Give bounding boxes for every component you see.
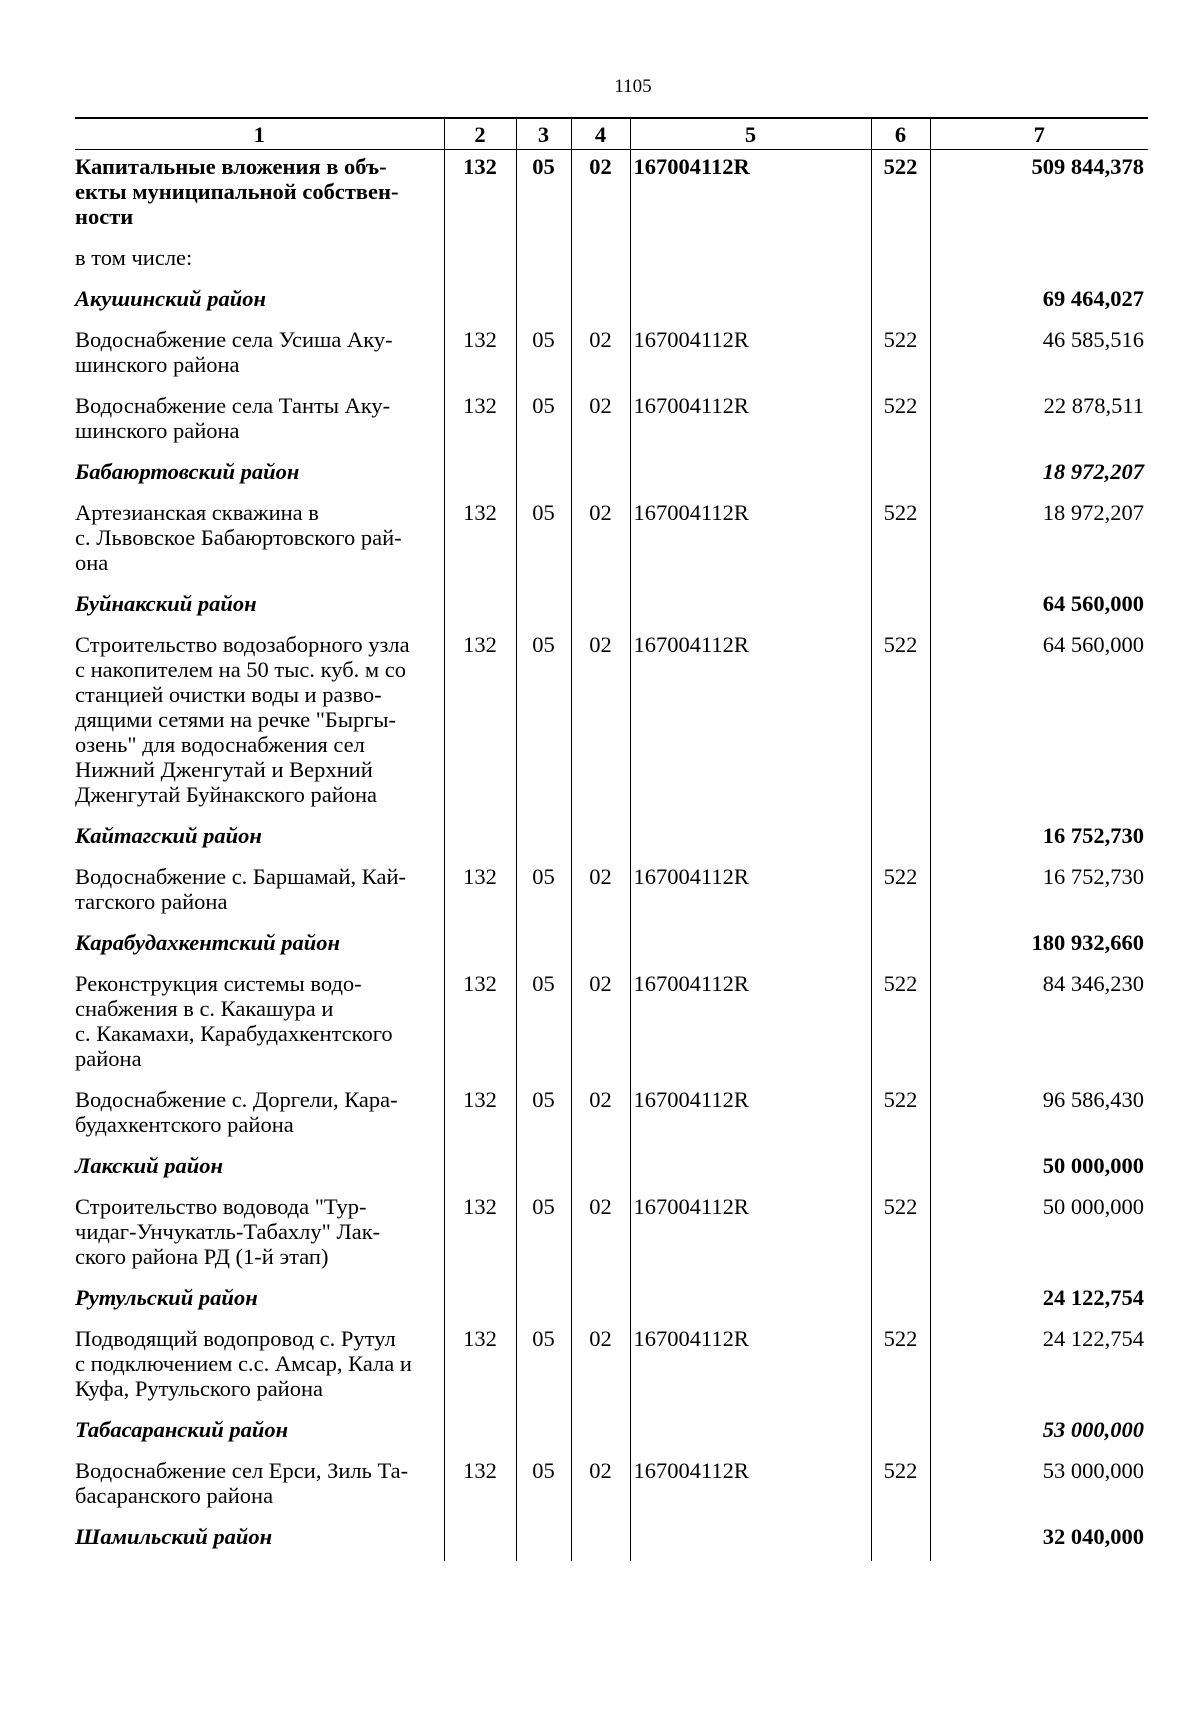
row-code-2: [444, 1413, 516, 1454]
row-amount: 53 000,000: [930, 1413, 1148, 1454]
note-row: [75, 241, 1148, 282]
row-amount: 64 560,000: [930, 587, 1148, 628]
row-code-5: 167004112R: [630, 150, 871, 242]
row-code-3: [516, 282, 571, 323]
row-code-4: [571, 819, 630, 860]
row-code-3: 05: [516, 1322, 571, 1413]
row-code-5: 167004112R: [630, 389, 871, 455]
row-code-6: 522: [871, 323, 930, 389]
table-row: [75, 967, 1148, 1083]
row-name: Рутульский район: [75, 1281, 444, 1322]
row-code-5: [630, 926, 871, 967]
row-code-6: 522: [871, 1454, 930, 1520]
table-row: [75, 389, 1148, 455]
row-code-6: [871, 282, 930, 323]
row-code-2: [444, 587, 516, 628]
row-code-3: 05: [516, 323, 571, 389]
row-code-3: 05: [516, 967, 571, 1083]
district-row: [75, 926, 1148, 967]
row-name: Капитальные вложения в объ- екты муниципальной собствен- ности: [75, 150, 444, 242]
row-amount: 64 560,000: [930, 628, 1148, 819]
row-code-2: 132: [444, 1322, 516, 1413]
row-amount: 18 972,207: [930, 455, 1148, 496]
row-name: Бабаюртовский район: [75, 455, 444, 496]
column-header-7: 7: [930, 118, 1148, 150]
row-code-2: 132: [444, 1083, 516, 1149]
row-code-5: 167004112R: [630, 323, 871, 389]
row-amount: 84 346,230: [930, 967, 1148, 1083]
row-code-5: [630, 241, 871, 282]
row-code-6: [871, 926, 930, 967]
row-amount: 180 932,660: [930, 926, 1148, 967]
row-amount: 24 122,754: [930, 1281, 1148, 1322]
row-code-4: 02: [571, 496, 630, 587]
row-code-3: 05: [516, 1454, 571, 1520]
row-code-6: 522: [871, 1083, 930, 1149]
row-code-4: 02: [571, 323, 630, 389]
row-code-6: [871, 587, 930, 628]
row-amount: 69 464,027: [930, 282, 1148, 323]
row-code-5: [630, 1520, 871, 1561]
row-name: Водоснабжение с. Доргели, Кара- будахкентского района: [75, 1083, 444, 1149]
row-name: Артезианская скважина в с. Львовское Бабаюртовского рай- она: [75, 496, 444, 587]
row-name: Реконструкция системы водо- снабжения в с. Какашура и с. Какамахи, Карабудахкентского района: [75, 967, 444, 1083]
row-code-4: 02: [571, 860, 630, 926]
row-amount: 509 844,378: [930, 150, 1148, 242]
row-code-5: [630, 1149, 871, 1190]
row-code-3: [516, 1520, 571, 1561]
row-name: Табасаранский район: [75, 1413, 444, 1454]
row-code-4: 02: [571, 1083, 630, 1149]
row-code-2: 132: [444, 150, 516, 242]
district-row: [75, 819, 1148, 860]
row-code-2: [444, 282, 516, 323]
row-name: в том числе:: [75, 241, 444, 282]
row-code-2: [444, 1281, 516, 1322]
row-name: Строительство водовода "Тур- чидаг-Унчукатль-Табахлу" Лак- ского района РД (1-й этап): [75, 1190, 444, 1281]
row-code-4: 02: [571, 1454, 630, 1520]
row-code-6: [871, 1413, 930, 1454]
row-code-5: 167004112R: [630, 967, 871, 1083]
row-code-5: 167004112R: [630, 1454, 871, 1520]
row-amount: 32 040,000: [930, 1520, 1148, 1561]
district-row: [75, 1520, 1148, 1561]
row-name: Водоснабжение села Усиша Аку- шинского района: [75, 323, 444, 389]
row-code-4: 02: [571, 1190, 630, 1281]
district-row: [75, 1149, 1148, 1190]
header-row: [75, 118, 1148, 150]
row-code-5: 167004112R: [630, 1083, 871, 1149]
row-amount: 24 122,754: [930, 1322, 1148, 1413]
row-code-6: 522: [871, 150, 930, 242]
row-code-2: [444, 819, 516, 860]
row-code-6: 522: [871, 967, 930, 1083]
row-code-5: [630, 1413, 871, 1454]
row-code-5: 167004112R: [630, 1322, 871, 1413]
row-code-5: [630, 819, 871, 860]
table-header: [75, 118, 1148, 150]
row-code-5: 167004112R: [630, 860, 871, 926]
row-code-6: 522: [871, 1190, 930, 1281]
row-name: Акушинский район: [75, 282, 444, 323]
budget-table: [75, 117, 1148, 1561]
row-code-6: 522: [871, 389, 930, 455]
column-header-2: 2: [444, 118, 516, 150]
column-header-4: 4: [571, 118, 630, 150]
district-row: [75, 587, 1148, 628]
row-code-4: [571, 1413, 630, 1454]
row-code-4: [571, 1281, 630, 1322]
row-amount: 53 000,000: [930, 1454, 1148, 1520]
row-code-5: [630, 1281, 871, 1322]
table-row: [75, 1190, 1148, 1281]
column-header-5: 5: [630, 118, 871, 150]
row-code-2: 132: [444, 1190, 516, 1281]
row-code-6: [871, 1281, 930, 1322]
column-header-6: 6: [871, 118, 930, 150]
row-name: Водоснабжение сел Ерси, Зиль Та- басаранского района: [75, 1454, 444, 1520]
district-row: [75, 455, 1148, 496]
column-header-3: 3: [516, 118, 571, 150]
row-code-3: [516, 819, 571, 860]
row-amount: 50 000,000: [930, 1190, 1148, 1281]
row-code-5: 167004112R: [630, 1190, 871, 1281]
row-code-4: 02: [571, 628, 630, 819]
row-code-2: 132: [444, 967, 516, 1083]
row-code-3: [516, 926, 571, 967]
row-code-3: [516, 455, 571, 496]
row-code-3: 05: [516, 628, 571, 819]
row-code-2: 132: [444, 860, 516, 926]
row-code-2: [444, 1520, 516, 1561]
table-row: [75, 1083, 1148, 1149]
table-row: [75, 323, 1148, 389]
row-code-4: [571, 926, 630, 967]
row-code-6: [871, 241, 930, 282]
row-code-2: [444, 241, 516, 282]
page-number: 1105: [614, 76, 652, 97]
row-code-3: 05: [516, 860, 571, 926]
row-code-4: [571, 455, 630, 496]
row-amount: 18 972,207: [930, 496, 1148, 587]
row-name: Карабудахкентский район: [75, 926, 444, 967]
row-amount: 16 752,730: [930, 860, 1148, 926]
row-amount: 46 585,516: [930, 323, 1148, 389]
row-amount: 96 586,430: [930, 1083, 1148, 1149]
row-name: Водоснабжение с. Баршамай, Кай- тагского района: [75, 860, 444, 926]
row-code-4: [571, 587, 630, 628]
row-code-2: 132: [444, 323, 516, 389]
row-code-6: [871, 1149, 930, 1190]
row-name: Буйнакский район: [75, 587, 444, 628]
row-code-4: 02: [571, 150, 630, 242]
row-code-6: 522: [871, 628, 930, 819]
row-code-3: [516, 241, 571, 282]
row-code-2: 132: [444, 628, 516, 819]
district-row: [75, 1413, 1148, 1454]
row-code-4: 02: [571, 1322, 630, 1413]
row-code-5: [630, 282, 871, 323]
row-code-4: [571, 282, 630, 323]
row-code-2: [444, 1149, 516, 1190]
row-code-6: [871, 1520, 930, 1561]
table-row: [75, 860, 1148, 926]
table-row: [75, 1454, 1148, 1520]
row-code-4: 02: [571, 389, 630, 455]
row-amount: 50 000,000: [930, 1149, 1148, 1190]
row-amount: 16 752,730: [930, 819, 1148, 860]
table-row: [75, 496, 1148, 587]
row-code-6: 522: [871, 860, 930, 926]
table-body: [75, 150, 1148, 1562]
row-code-3: [516, 587, 571, 628]
row-name: Подводящий водопровод с. Рутул с подключением с.с. Амсар, Кала и Куфа, Рутульского района: [75, 1322, 444, 1413]
row-code-6: [871, 819, 930, 860]
row-name: Строительство водозаборного узла с накопителем на 50 тыс. куб. м со станцией очистки воды и разво- дящими сетями на речке "Быргы- озень" для водоснабжения сел Нижний Дженгутай и Верхний Дженгутай Буйнакского района: [75, 628, 444, 819]
row-code-3: 05: [516, 496, 571, 587]
column-header-1: 1: [75, 118, 444, 150]
row-code-6: 522: [871, 1322, 930, 1413]
table-row: [75, 1322, 1148, 1413]
row-code-3: 05: [516, 1083, 571, 1149]
row-amount: [930, 241, 1148, 282]
row-name: Кайтагский район: [75, 819, 444, 860]
row-code-6: [871, 455, 930, 496]
row-code-3: [516, 1413, 571, 1454]
row-code-2: 132: [444, 1454, 516, 1520]
row-code-4: [571, 241, 630, 282]
table-row: [75, 150, 1148, 242]
row-code-2: [444, 455, 516, 496]
district-row: [75, 1281, 1148, 1322]
row-code-5: 167004112R: [630, 628, 871, 819]
row-code-2: 132: [444, 389, 516, 455]
row-code-5: [630, 587, 871, 628]
district-row: [75, 282, 1148, 323]
row-code-5: [630, 455, 871, 496]
row-amount: 22 878,511: [930, 389, 1148, 455]
row-code-4: 02: [571, 967, 630, 1083]
row-code-2: 132: [444, 496, 516, 587]
row-code-5: 167004112R: [630, 496, 871, 587]
row-name: Лакский район: [75, 1149, 444, 1190]
row-name: Шамильский район: [75, 1520, 444, 1561]
row-code-3: 05: [516, 389, 571, 455]
row-code-3: 05: [516, 150, 571, 242]
row-code-4: [571, 1149, 630, 1190]
table-row: [75, 628, 1148, 819]
row-name: Водоснабжение села Танты Аку- шинского района: [75, 389, 444, 455]
row-code-2: [444, 926, 516, 967]
row-code-4: [571, 1520, 630, 1561]
row-code-3: 05: [516, 1190, 571, 1281]
row-code-3: [516, 1281, 571, 1322]
row-code-6: 522: [871, 496, 930, 587]
row-code-3: [516, 1149, 571, 1190]
